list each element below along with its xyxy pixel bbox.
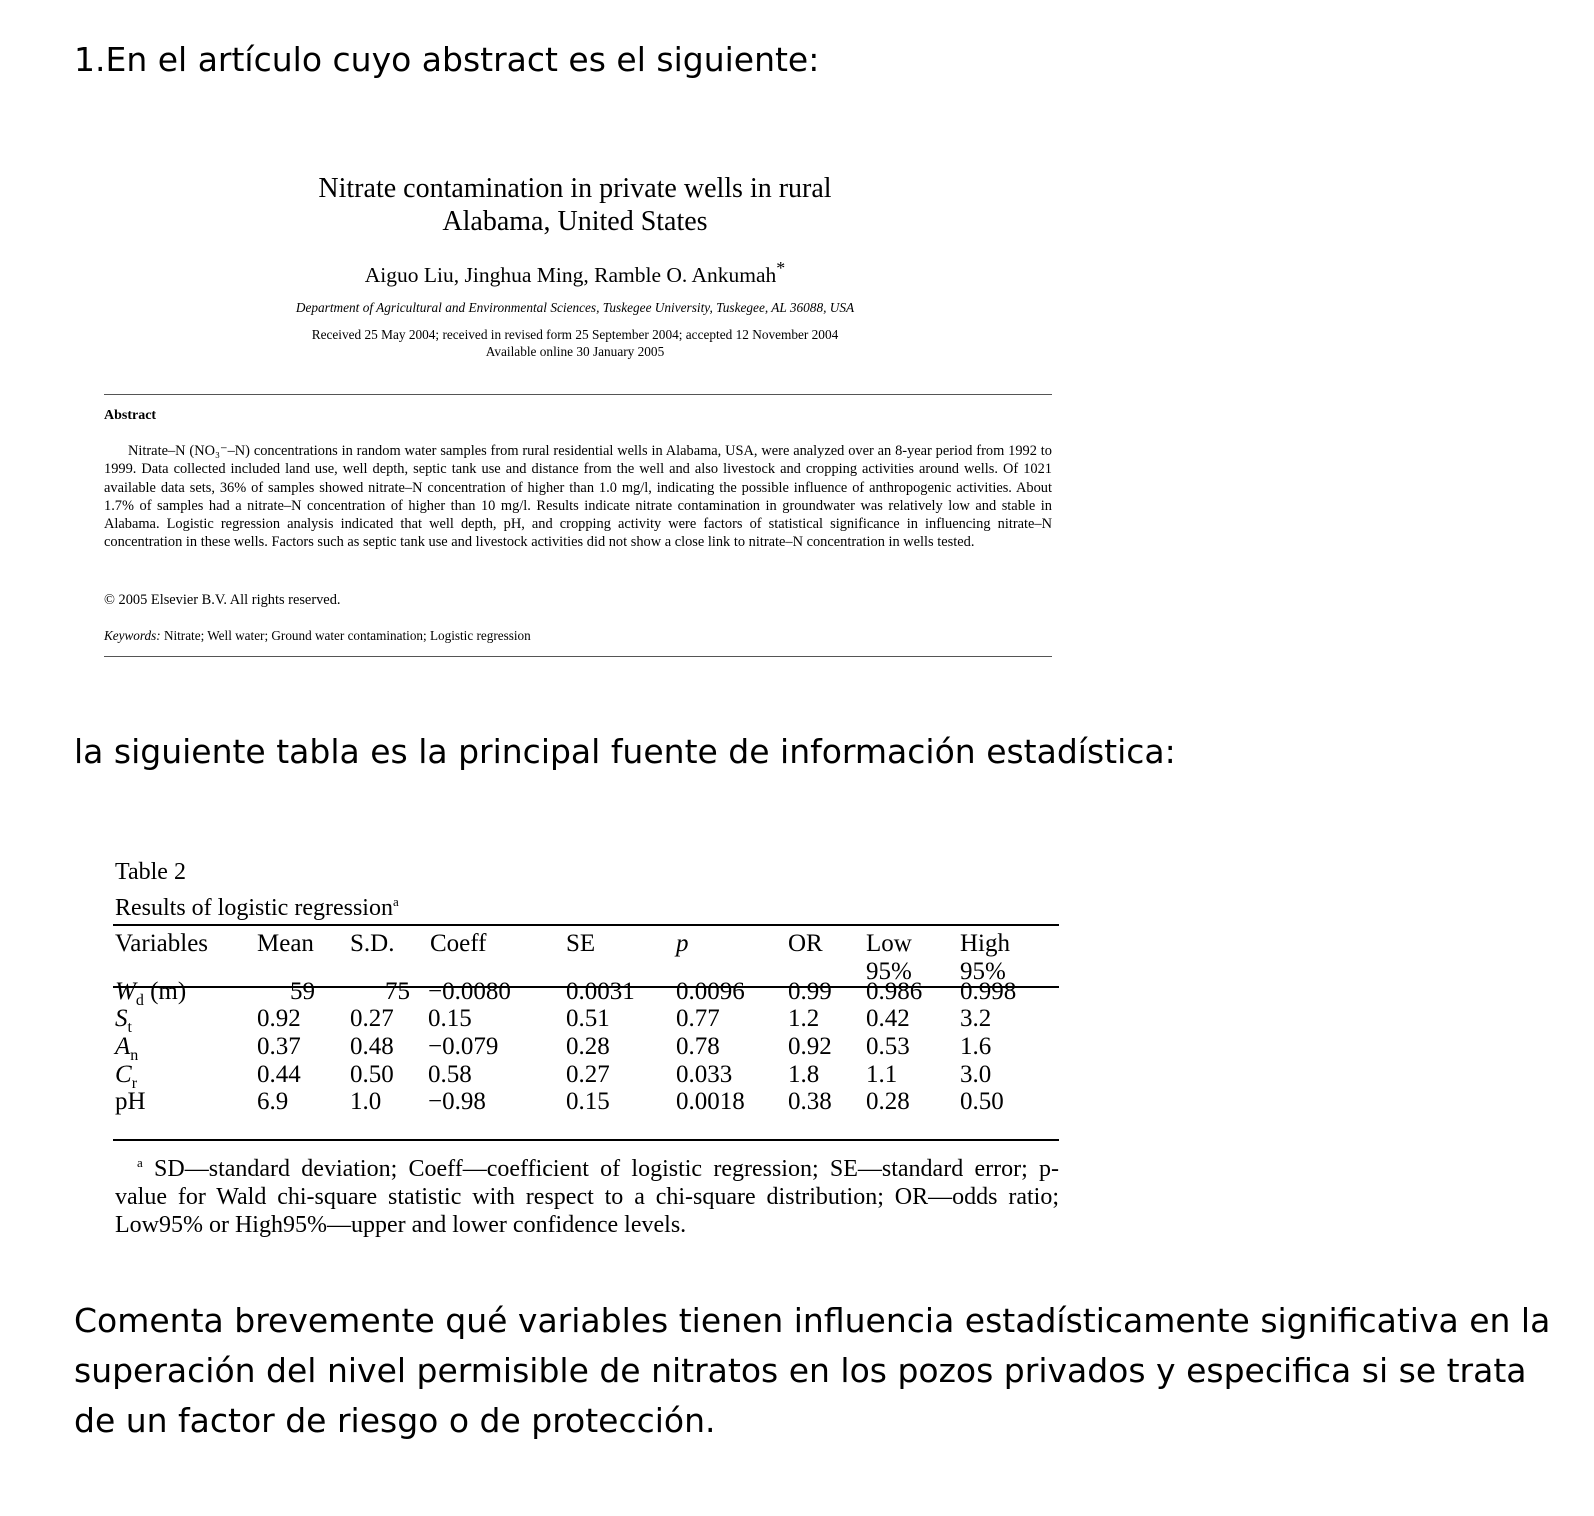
variable-symbol: pH	[115, 1088, 146, 1115]
question-heading: 1.En el artículo cuyo abstract es el siguiente:	[74, 40, 820, 79]
table-caption	[115, 858, 399, 923]
cell-p: 0.78	[676, 1033, 720, 1060]
cell-low: 0.53	[866, 1033, 910, 1060]
cell-high: 3.0	[960, 1061, 992, 1088]
cell-mean: 0.37	[257, 1033, 301, 1060]
cell-high: 0.50	[960, 1088, 1004, 1115]
cell-coeff: −0.98	[428, 1088, 486, 1115]
keywords-label: Keywords:	[104, 628, 161, 643]
variable-subscript: d	[135, 992, 144, 1009]
cell-se: 0.0031	[566, 978, 635, 1005]
cell-low: 0.986	[866, 978, 923, 1005]
cell-high: 0.998	[960, 978, 1017, 1005]
table-top-rule	[113, 924, 1059, 926]
keywords-list: Nitrate; Well water; Ground water contamination; Logistic regression	[163, 628, 531, 643]
table-footnote	[115, 1149, 1059, 1239]
cell-se: 0.15	[566, 1088, 610, 1115]
cell-p: 0.77	[676, 1005, 720, 1032]
cell-mean: 0.92	[257, 1005, 301, 1032]
header-p: p	[676, 930, 689, 957]
footnote-mark: a	[137, 1155, 143, 1170]
cell-mean: 0.44	[257, 1061, 301, 1088]
cell-or: 1.8	[788, 1061, 820, 1088]
cell-high: 1.6	[960, 1033, 992, 1060]
variable-unit: (m)	[143, 978, 187, 1005]
cell-or: 0.38	[788, 1088, 832, 1115]
authors-text: Aiguo Liu, Jinghua Ming, Ramble O. Ankumah	[364, 263, 777, 288]
abstract-text: Nitrate–N (NO₃⁻–N) concentrations in random water samples from rural residential wells in Alabama, USA, were analyzed over an 8-year period from 1992 to 1999. Data collected included land use, well depth, septic tank use and distance from the well and also livestock and cropping activities around wells. Of 1021 available data sets, 36% of samples showed nitrate–N concentration of higher than 1.0 mg/l, indicating the possible influence of anthropogenic activities. About 1.7% of samples had a nitrate–N concentration of higher than 10 mg/l. Results indicate nitrate contamination in groundwater was relatively low and stable in Alabama. Logistic regression analysis indicated that well depth, pH, and cropping activity were factors of statistical significance in influencing nitrate–N concentration in these wells. Factors such as septic tank use and livestock activities did not show a close link to nitrate–N concentration in wells tested.	[104, 443, 1052, 551]
table-subtitle-mark: a	[392, 894, 399, 909]
table-title: Table 2	[115, 859, 186, 885]
variable-subscript: r	[131, 1075, 138, 1092]
header-high-95: 95%	[960, 958, 1006, 985]
cell-low: 1.1	[866, 1061, 898, 1088]
cell-se: 0.28	[566, 1033, 610, 1060]
abstract-top-rule	[104, 394, 1052, 395]
row-variable	[115, 1088, 146, 1116]
cell-coeff: 0.15	[428, 1005, 472, 1032]
cell-coeff: −0.0080	[428, 978, 511, 1005]
cell-mean: 6.9	[257, 1088, 289, 1115]
header-coeff: Coeff	[430, 930, 487, 957]
cell-high: 3.2	[960, 1005, 992, 1032]
article-department: Department of Agricultural and Environmental Sciences, Tuskegee University, Tuskegee, AL 36088, USA	[295, 300, 855, 315]
variable-subscript: n	[130, 1047, 139, 1064]
cell-sd: 0.48	[350, 1033, 394, 1060]
header-low-95: 95%	[866, 958, 912, 985]
variable-symbol: A	[115, 1033, 131, 1060]
cell-sd: 75	[385, 978, 410, 1005]
cell-low: 0.28	[866, 1088, 910, 1115]
cell-p: 0.0018	[676, 1088, 745, 1115]
abstract-copyright: © 2005 Elsevier B.V. All rights reserved.	[104, 592, 341, 608]
article-title-line2: Alabama, United States	[442, 206, 708, 237]
table-bottom-rule	[113, 1139, 1059, 1141]
header-se: SE	[566, 930, 596, 957]
header-low: Low	[866, 930, 912, 957]
table-subtitle: Results of logistic regression	[115, 895, 393, 921]
header-sd: S.D.	[350, 930, 395, 957]
variable-subscript: t	[127, 1019, 132, 1036]
table-intro-heading: la siguiente tabla es la principal fuente de información estadística:	[74, 732, 1176, 771]
cell-or: 1.2	[788, 1005, 820, 1032]
header-high: High	[960, 930, 1010, 957]
cell-se: 0.27	[566, 1061, 610, 1088]
available-line: Available online 30 January 2005	[485, 344, 665, 359]
abstract-label: Abstract	[104, 408, 157, 423]
article-authors	[215, 258, 935, 288]
cell-sd: 1.0	[350, 1088, 382, 1115]
cell-p: 0.033	[676, 1061, 733, 1088]
header-or: OR	[788, 930, 823, 957]
question-text: Comenta brevemente qué variables tienen influencia estadísticamente significativa en la superación del nivel permisible de nitratos en los pozos privados y especifica si se trata de un factor de riesgo o de protección.	[74, 1301, 1551, 1440]
header-mean: Mean	[257, 930, 314, 957]
variable-symbol: S	[115, 1005, 128, 1032]
cell-low: 0.42	[866, 1005, 910, 1032]
cell-or: 0.99	[788, 978, 832, 1005]
cell-coeff: 0.58	[428, 1061, 472, 1088]
article-title	[215, 172, 935, 238]
header-variables: Variables	[115, 930, 209, 957]
cell-sd: 0.50	[350, 1061, 394, 1088]
variable-symbol: C	[115, 1061, 132, 1088]
abstract-bottom-rule	[104, 656, 1052, 657]
article-title-line1: Nitrate contamination in private wells in rural	[318, 173, 832, 204]
article-dates	[215, 326, 935, 360]
cell-p: 0.0096	[676, 978, 745, 1005]
cell-or: 0.92	[788, 1033, 832, 1060]
cell-se: 0.51	[566, 1005, 610, 1032]
footnote-text: SD—standard deviation; Coeff—coefficient of logistic regression; SE—standard error; p-value for Wald chi-square statistic with respect to a chi-square distribution; OR—odds ratio; Low95% or High95%—upper and lower confidence levels.	[115, 1156, 1060, 1238]
table-subtitle-line	[115, 887, 399, 923]
received-line: Received 25 May 2004; received in revised form 25 September 2004; accepted 12 November 2004	[311, 327, 839, 342]
keywords	[104, 628, 531, 644]
variable-symbol: W	[115, 978, 136, 1005]
corresponding-author-mark: *	[776, 258, 786, 278]
cell-mean: 59	[290, 978, 315, 1005]
cell-sd: 0.27	[350, 1005, 394, 1032]
cell-coeff: −0.079	[428, 1033, 499, 1060]
